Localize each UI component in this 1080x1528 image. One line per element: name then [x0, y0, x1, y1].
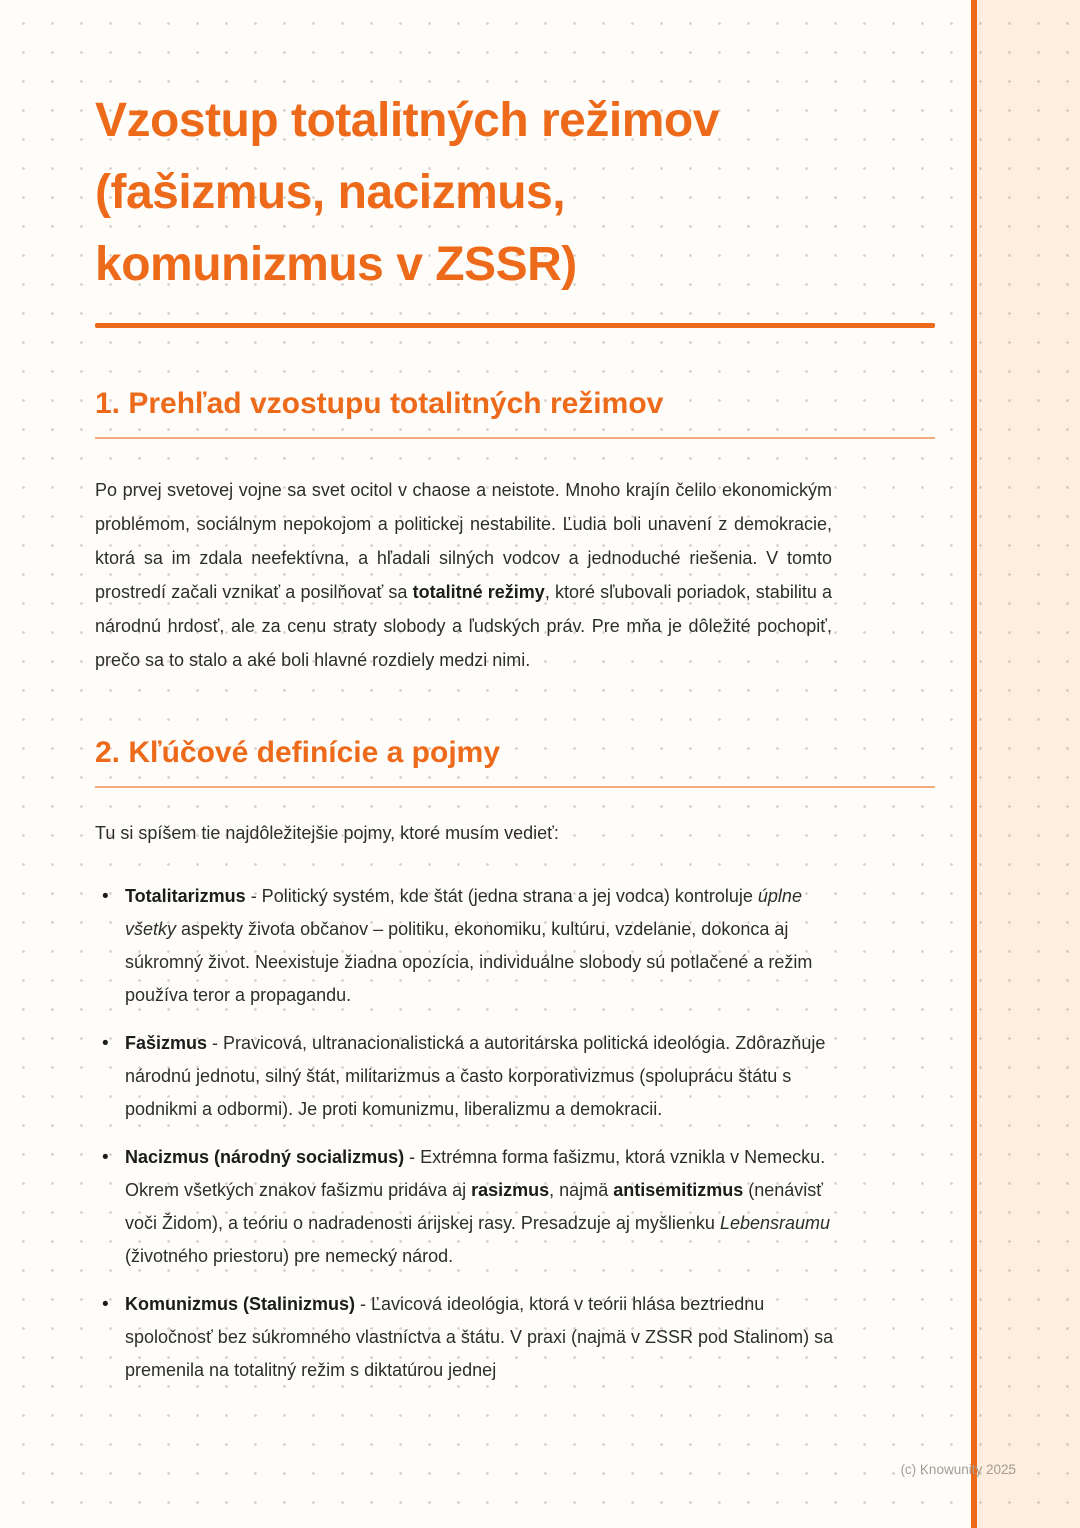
text-segment: antisemitizmus [613, 1180, 744, 1200]
text-segment: rasizmus [471, 1180, 550, 1200]
definition-item-text [125, 1294, 833, 1380]
page-title [95, 85, 935, 301]
text-segment: (nenávisť voči Židom), a teóriu o nadradenosti árijskej rasy. Presadzuje aj myšlienku [125, 1180, 824, 1233]
text-segment: Fašizmus [125, 1033, 208, 1053]
text-segment: , ktoré sľubovali poriadok, stabilitu a národnú hrdosť, ale za cenu straty slobody a ľudských práv. Pre mňa je dôležité pochopiť, prečo sa to stalo a aké boli hlavné rozdiely medzi nimi. [95, 582, 833, 670]
section-definitions-heading: 2. Kľúčové definície a pojmy [95, 736, 501, 769]
text-segment: - Politický systém, kde štát (jedna strana a jej vodca) kontroluje [245, 886, 758, 906]
definitions-list [95, 880, 840, 1387]
definition-item-text [125, 886, 812, 1005]
definition-item-komunizmus [95, 1288, 840, 1387]
text-segment: Nacizmus (národný socializmus) [125, 1147, 405, 1167]
text-segment: Komunizmus (Stalinizmus) [125, 1294, 356, 1314]
text-segment: - Ľavicová ideológia, ktorá v teórii hlása beztriednu spoločnosť bez súkromného vlastníctva a štátu. V praxi (najmä v ZSSR pod Stalinom) sa premenila na totalitný režim s diktatúrou jednej [125, 1294, 834, 1380]
definition-item-text [125, 1147, 830, 1266]
text-segment: (životného priestoru) pre nemecký národ. [125, 1246, 454, 1266]
side-accent-line [971, 0, 977, 1528]
text-segment: Totalitarizmus [125, 886, 246, 906]
page-title-line-3: komunizmus v ZSSR) [95, 238, 577, 291]
section-definitions [95, 733, 935, 1387]
definition-item-text [125, 1033, 825, 1119]
definition-item-totalitarizmus [95, 880, 840, 1012]
section-overview [95, 384, 935, 677]
document-content [95, 85, 935, 1402]
text-segment: - Pravicová, ultranacionalistická a autoritárska politická ideológia. Zdôrazňuje národnú jednotu, silný štát, militarizmus a často korporativizmus (spoluprácu štátu s podnikmi a odbormi). Je proti komunizmu, liberalizmu a demokracii. [125, 1033, 826, 1119]
text-segment: Lebensraumu [719, 1213, 831, 1233]
text-segment: , najmä [549, 1180, 614, 1200]
definition-item-nacizmus [95, 1141, 840, 1273]
section-overview-heading: 1. Prehľad vzostupu totalitných režimov [95, 387, 664, 420]
section-overview-paragraph [95, 473, 832, 677]
footer-credit: (c) Knowunity 2025 [900, 1462, 1016, 1477]
side-accent-strip [977, 0, 1080, 1528]
text-segment: totalitné režimy [412, 582, 545, 602]
section-overview-underline [95, 437, 935, 439]
title-divider-rule [95, 323, 935, 328]
text-segment: aspekty života občanov – politiku, ekonomiku, kultúru, vzdelanie, dokonca aj súkromný život. Neexistuje žiadna opozícia, individuálne slobody sú potlačené a režim používa teror a propagandu. [125, 919, 813, 1005]
section-definitions-underline [95, 786, 935, 788]
page-title-line-2: (fašizmus, nacizmus, [95, 166, 566, 219]
section-definitions-intro: Tu si spíšem tie najdôležitejšie pojmy, ktoré musím vedieť: [95, 823, 559, 843]
text-segment: - Extrémna forma fašizmu, ktorá vznikla v Nemecku. Okrem všetkých znakov fašizmu pridáva aj [125, 1147, 826, 1200]
text-segment: Po prvej svetovej vojne sa svet ocitol v chaose a neistote. Mnoho krajín čelilo ekonomickým problémom, sociálnym nepokojom a politickej nestabilite. Ľudia boli unavení z demokracie, ktorá sa im zdala neefektívna, a hľadali silných vodcov a jednoduché riešenia. V tomto prostredí začali vznikať a posilňovať sa [95, 480, 832, 602]
definition-item-fasizmus [95, 1027, 840, 1126]
text-segment: úplne všetky [125, 886, 802, 939]
page-title-line-1: Vzostup totalitných režimov [95, 94, 719, 147]
